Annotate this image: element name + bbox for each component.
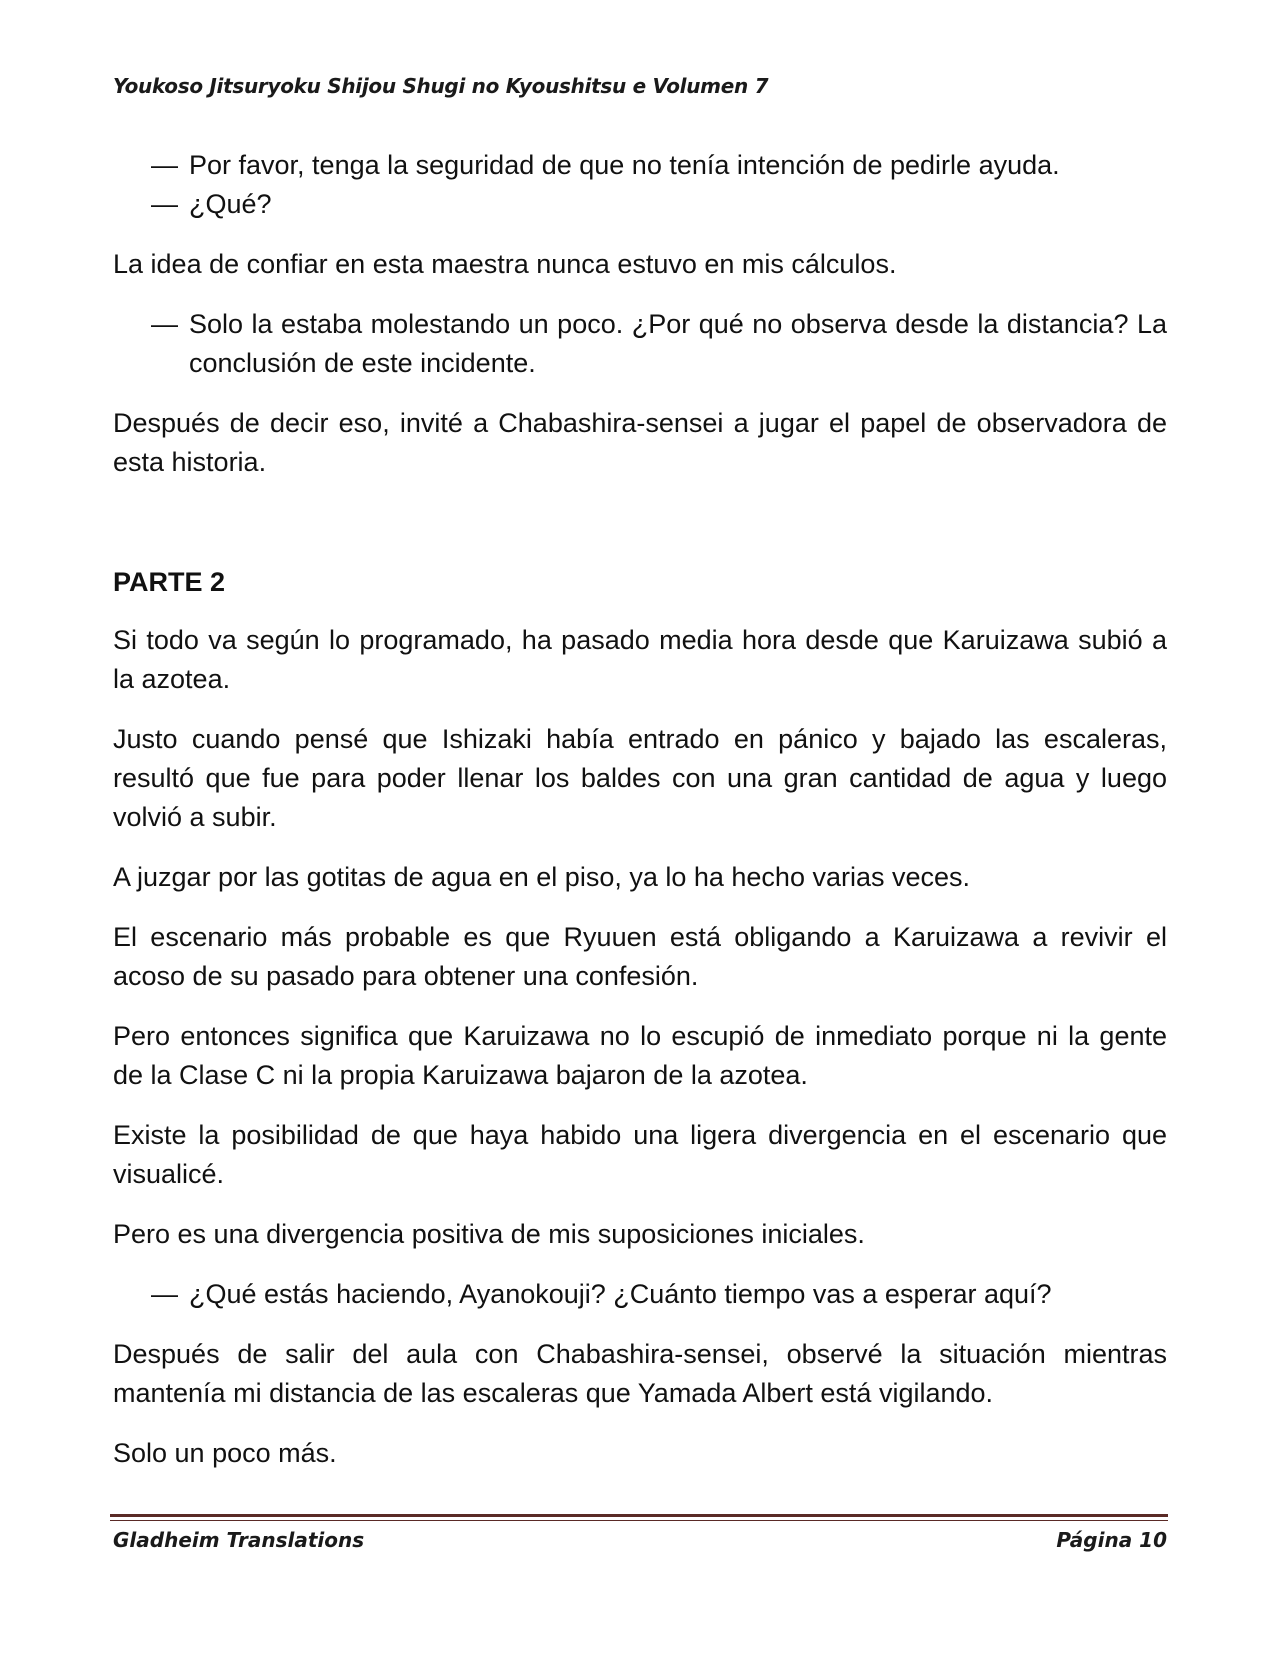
dialogue-group — [113, 305, 1167, 383]
dialogue-dash: — — [151, 189, 178, 219]
dialogue-dash: — — [151, 1279, 178, 1309]
dialogue-text: Solo la estaba molestando un poco. ¿Por qué no observa desde la distancia? La conclusión de este incidente. — [189, 309, 1167, 378]
paragraph: Pero entonces significa que Karuizawa no lo escupió de inmediato porque ni la gente de la Clase C ni la propia Karuizawa bajaron de la azotea. — [113, 1021, 1167, 1090]
dialogue-text: ¿Qué? — [189, 189, 272, 219]
paragraph: El escenario más probable es que Ryuuen está obligando a Karuizawa a revivir el acoso de su pasado para obtener una confesión. — [113, 922, 1167, 991]
dialogue-dash: — — [151, 150, 178, 180]
dialogue-line — [113, 305, 1167, 383]
dialogue-text: ¿Qué estás haciendo, Ayanokouji? ¿Cuánto tiempo vas a esperar aquí? — [189, 1279, 1052, 1309]
paragraph: Después de decir eso, invité a Chabashira-sensei a jugar el papel de observadora de esta historia. — [113, 408, 1167, 477]
page-content — [113, 146, 1167, 1494]
footer-divider — [110, 1514, 1168, 1521]
paragraph: Si todo va según lo programado, ha pasado media hora desde que Karuizawa subió a la azotea. — [113, 625, 1167, 694]
paragraph: Solo un poco más. — [113, 1438, 337, 1468]
dialogue-line — [113, 146, 1167, 185]
dialogue-line — [113, 1275, 1167, 1314]
dialogue-line — [113, 185, 1167, 224]
paragraph: Después de salir del aula con Chabashira-sensei, observé la situación mientras mantenía mi distancia de las escaleras que Yamada Albert está vigilando. — [113, 1339, 1167, 1408]
paragraph: Pero es una divergencia positiva de mis suposiciones iniciales. — [113, 1219, 865, 1249]
paragraph: La idea de confiar en esta maestra nunca estuvo en mis cálculos. — [113, 249, 897, 279]
dialogue-dash: — — [151, 309, 178, 339]
paragraph: Justo cuando pensé que Ishizaki había entrado en pánico y bajado las escaleras, resultó que fue para poder llenar los baldes con una gran cantidad de agua y luego volvió a subir. — [113, 724, 1167, 832]
footer-page-number: Página 10 — [1056, 1528, 1167, 1552]
dialogue-group — [113, 1275, 1167, 1314]
footer-publisher: Gladheim Translations — [113, 1528, 365, 1552]
document-header-title: Youkoso Jitsuryoku Shijou Shugi no Kyoushitsu e Volumen 7 — [113, 74, 769, 98]
paragraph: Existe la posibilidad de que haya habido una ligera divergencia en el escenario que visualicé. — [113, 1120, 1167, 1189]
paragraph: A juzgar por las gotitas de agua en el piso, ya lo ha hecho varias veces. — [113, 862, 971, 892]
section-heading: PARTE 2 — [113, 567, 226, 597]
dialogue-text: Por favor, tenga la seguridad de que no tenía intención de pedirle ayuda. — [189, 150, 1060, 180]
dialogue-group — [113, 146, 1167, 224]
